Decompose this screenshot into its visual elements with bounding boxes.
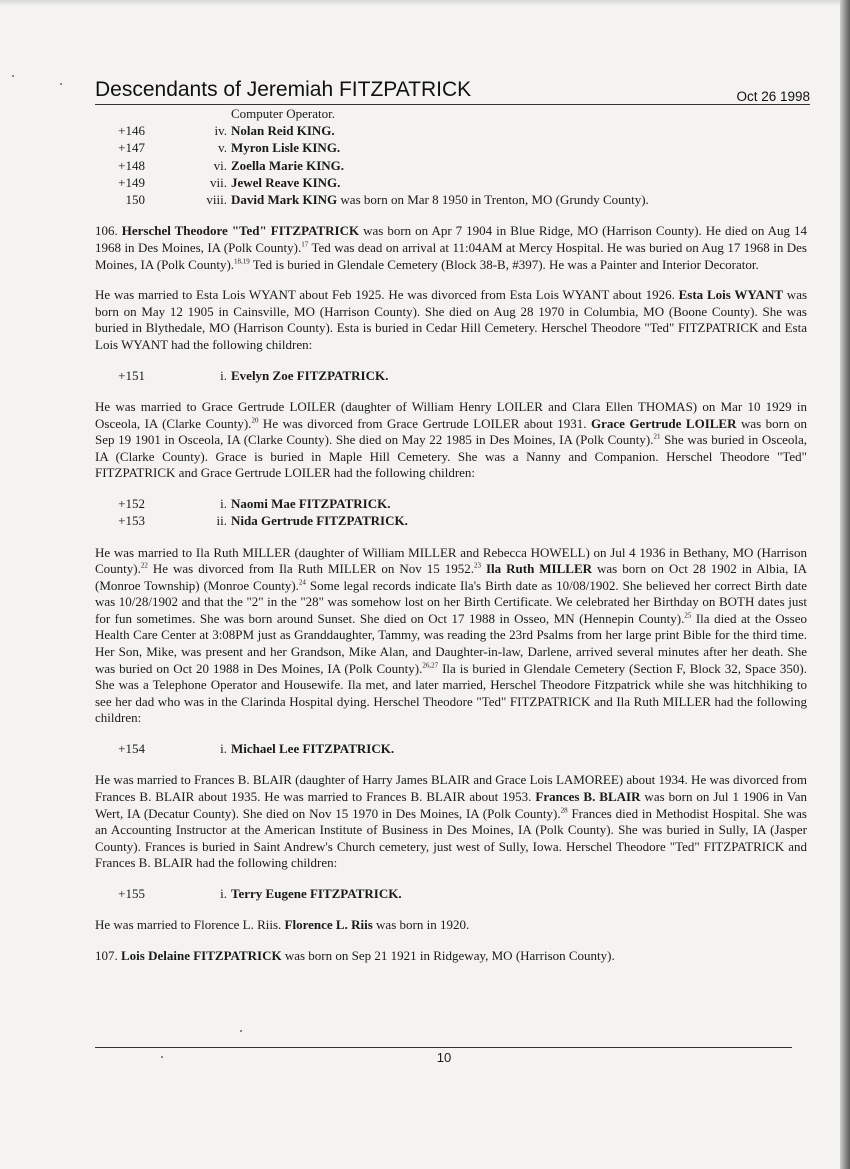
marriage-paragraph: [95, 772, 807, 872]
entry-number: 106.: [95, 223, 118, 239]
child-entry: [231, 158, 344, 175]
scan-edge-right: [840, 0, 850, 1169]
child-name: Jewel Reave KING.: [231, 174, 341, 190]
child-ordinal: i.: [220, 495, 227, 511]
document-title: Descendants of Jeremiah FITZPATRICK: [95, 78, 472, 101]
child-number: +149: [118, 174, 145, 190]
marriage-text: Ila is buried in Glendale Cemetery (Section F, Block 32, Space 350). She was a Telephone Operator and Housewife. Ila met, and later married, Herschel Theodore Fitzpatrick while she was hitchhiking to see her dad who was in the Clarinda Hospital dying. Herschel Theodore "Ted" FITZPATRICK and Ila Ruth MILLER had the following children:: [95, 660, 808, 726]
child-entry: [231, 192, 649, 209]
child-row: [95, 140, 807, 157]
child-name: Michael Lee FITZPATRICK.: [231, 741, 395, 757]
child-number: 150: [125, 192, 145, 208]
children-list-top: [95, 123, 807, 209]
entry-107-paragraph: [95, 948, 807, 965]
child-name: Evelyn Zoe FITZPATRICK.: [231, 367, 389, 383]
child-row: [95, 886, 807, 903]
spouse-name: Frances B. BLAIR: [535, 788, 641, 804]
child-row: [95, 496, 807, 513]
marriage-text: was born on Oct 28 1902 in Albia, IA (Monroe Township) (Monroe County).: [95, 561, 808, 593]
spouse-name: Ila Ruth MILLER: [485, 561, 593, 577]
child-row: [95, 513, 807, 530]
child-number: +155: [118, 885, 145, 901]
entry-text: was born on Sep 21 1921 in Ridgeway, MO (Harrison County).: [281, 947, 615, 963]
child-number: +147: [118, 140, 145, 156]
child-ordinal: i.: [220, 885, 227, 901]
marriage-text: was born in 1920.: [372, 917, 470, 933]
entry-text: Ted is buried in Glendale Cemetery (Block 38-B, #397). He was a Painter and Interior Decorator.: [249, 256, 759, 272]
source-citation: 17: [301, 240, 309, 249]
marriage-text: was born on May 12 1905 in Cainsville, MO (Harrison County). She died on Aug 28 1970 in Columbia, MO (Boone County). She was buried in Blythedale, MO (Harrison County). Esta is buried in Cedar Hill Cemetery. Herschel Theodore "Ted" FITZPATRICK and Esta Lois WYANT had the following children:: [95, 287, 808, 353]
child-row: [95, 368, 807, 385]
entry-106-paragraph: [95, 223, 807, 273]
source-citation: 24: [298, 578, 306, 587]
marriage-text: was born on Jul 1 1906 in Van Wert, IA (Decatur County). She died on Nov 15 1970 in Des Moines, IA (Polk County).: [95, 788, 808, 821]
source-citation: 21: [653, 432, 661, 441]
child-number: +146: [118, 123, 145, 138]
source-citation: 25: [684, 611, 692, 620]
marriage-text: Ila died at the Osseo Health Care Center at 3:08PM just as Granddaughter, Tammy, was reading the 23rd Psalms from her large print Bible for the third time. Her Son, Mike, was present and her Grandson, Mike Alan, and Daughter-in-law, Darlene, arrived several minutes after her death. She was buried on Oct 20 1988 in Des Moines, IA (Polk County).: [95, 610, 807, 676]
marriage-text: He was divorced from Grace Gertrude LOILER about 1931.: [258, 415, 592, 431]
child-row: [95, 158, 807, 175]
child-ordinal: v.: [218, 140, 227, 156]
scan-edge-top: [0, 0, 850, 6]
spouse-name: Esta Lois WYANT: [678, 287, 784, 303]
entry-text: Ted was dead on arrival at 11:04AM at Mercy Hospital. He was buried on Aug 17 1968 in Des Moines, IA (Polk County).: [95, 240, 807, 272]
child-entry: [231, 123, 335, 140]
child-name: Nida Gertrude FITZPATRICK.: [231, 513, 408, 529]
document-body: [95, 106, 807, 964]
child-name: David Mark KING: [231, 192, 338, 208]
source-citation: 26,27: [422, 661, 439, 670]
marriage-text: He was married to Frances B. BLAIR (daughter of Harry James BLAIR and Grace Lois LAMOREE) about 1934. He was divorced from Frances B. BLAIR about 1935. He was married to Frances B. BLAIR about 1953.: [95, 772, 807, 804]
person-name: Lois Delaine FITZPATRICK: [121, 947, 282, 963]
scan-speck: [12, 75, 14, 77]
marriage-paragraph: [95, 917, 807, 934]
child-entry: [231, 741, 394, 758]
child-entry: [231, 513, 408, 530]
scan-speck: [240, 1030, 242, 1032]
footer-rule: [95, 1047, 792, 1048]
child-entry: [231, 496, 390, 513]
child-number: +148: [118, 157, 145, 173]
child-name: Myron Lisle KING.: [231, 140, 341, 156]
spouse-name: Florence L. Riis: [284, 917, 373, 933]
child-entry: [231, 175, 340, 192]
child-row: [95, 175, 807, 192]
source-citation: 28: [560, 806, 568, 815]
source-citation: 18,19: [234, 257, 250, 266]
child-row: [95, 192, 807, 209]
source-citation: 20: [251, 416, 259, 425]
continuation-line: Computer Operator.: [231, 106, 335, 121]
child-detail: was born on Mar 8 1950 in Trenton, MO (Grundy County).: [337, 192, 649, 208]
child-ordinal: viii.: [206, 192, 227, 208]
child-row: [95, 741, 807, 758]
marriage-text: He was married to Esta Lois WYANT about Feb 1925. He was divorced from Esta Lois WYANT about 1926.: [95, 287, 679, 303]
marriage-text: He was married to Florence L. Riis.: [95, 917, 285, 933]
child-row: [95, 123, 807, 140]
child-ordinal: vi.: [213, 157, 227, 173]
child-ordinal: iv.: [214, 123, 227, 138]
marriage-text: He was married to Grace Gertrude LOILER (daughter of William Henry LOILER and Clara Ellen THOMAS) on Mar 10 1929 in Osceola, IA (Clarke County).: [95, 398, 807, 431]
child-name: Terry Eugene FITZPATRICK.: [231, 885, 402, 901]
scan-speck: [60, 83, 62, 85]
child-name: Naomi Mae FITZPATRICK.: [231, 495, 391, 511]
person-name: Herschel Theodore "Ted" FITZPATRICK: [121, 223, 360, 239]
child-name: Zoella Marie KING.: [231, 157, 345, 173]
marriage-text: She was buried in Osceola, IA (Clarke County). Grace is buried in Maple Hill Cemetery. She was a Nanny and Companion. Herschel Theodore "Ted" FITZPATRICK and Grace Gertrude LOILER had the following children:: [95, 432, 807, 481]
marriage-text: Some legal records indicate Ila's Birth date as 10/08/1902. She believed her correct Birth date was 10/28/1902 and that the "2" in the "28" was somehow lost on her Birth Certificate. We celebrated her Birthday on BOTH dates just for fun sometimes. She was born around Sunset. She died on Oct 17 1988 in Osseo, MN (Hennepin County).: [95, 577, 807, 626]
child-ordinal: i.: [220, 367, 227, 383]
child-ordinal: ii.: [216, 513, 227, 529]
child-entry: [231, 140, 340, 157]
source-citation: 22: [140, 561, 148, 570]
child-ordinal: vii.: [210, 174, 227, 190]
report-date: Oct 26 1998: [736, 89, 810, 104]
marriage-paragraph: [95, 287, 807, 353]
entry-number: 107.: [95, 947, 118, 963]
page-number: 10: [436, 1050, 452, 1065]
marriage-paragraph: [95, 399, 807, 482]
child-ordinal: i.: [220, 741, 227, 757]
source-citation: 23: [473, 561, 481, 570]
child-number: +152: [118, 495, 145, 511]
child-entry: [231, 368, 388, 385]
header-rule: [95, 104, 810, 105]
marriage-text: was born on Sep 19 1901 in Osceola, IA (Clarke County). She died on May 22 1985 in Des Moines, IA (Polk County).: [95, 415, 807, 448]
child-number: +151: [118, 367, 145, 383]
child-name: Nolan Reid KING.: [231, 123, 335, 138]
marriage-text: He was divorced from Ila Ruth MILLER on Nov 15 1952.: [147, 561, 474, 577]
child-number: +154: [118, 741, 145, 757]
marriage-text: He was married to Ila Ruth MILLER (daughter of William MILLER and Rebecca HOWELL) on Jul 4 1936 in Bethany, MO (Harrison County).: [95, 544, 807, 577]
child-entry: [231, 886, 402, 903]
scan-speck: [161, 1056, 163, 1058]
spouse-name: Grace Gertrude LOILER: [591, 415, 737, 431]
child-number: +153: [118, 513, 145, 529]
marriage-paragraph: [95, 545, 807, 728]
entry-text: was born on Apr 7 1904 in Blue Ridge, MO (Harrison County). He died on Aug 14 1968 in Des Moines, IA (Polk County).: [95, 223, 807, 256]
marriage-text: Frances died in Methodist Hospital. She was an Accounting Instructor at the American Institute of Business in Des Moines, IA (Polk County). She was buried in Sully, IA (Jasper County). Frances is buried in Saint Andrew's Church cemetery, just west of Sully, Iowa. Herschel Theodore "Ted" FITZPATRICK and Frances B. BLAIR had the following children:: [95, 805, 807, 871]
